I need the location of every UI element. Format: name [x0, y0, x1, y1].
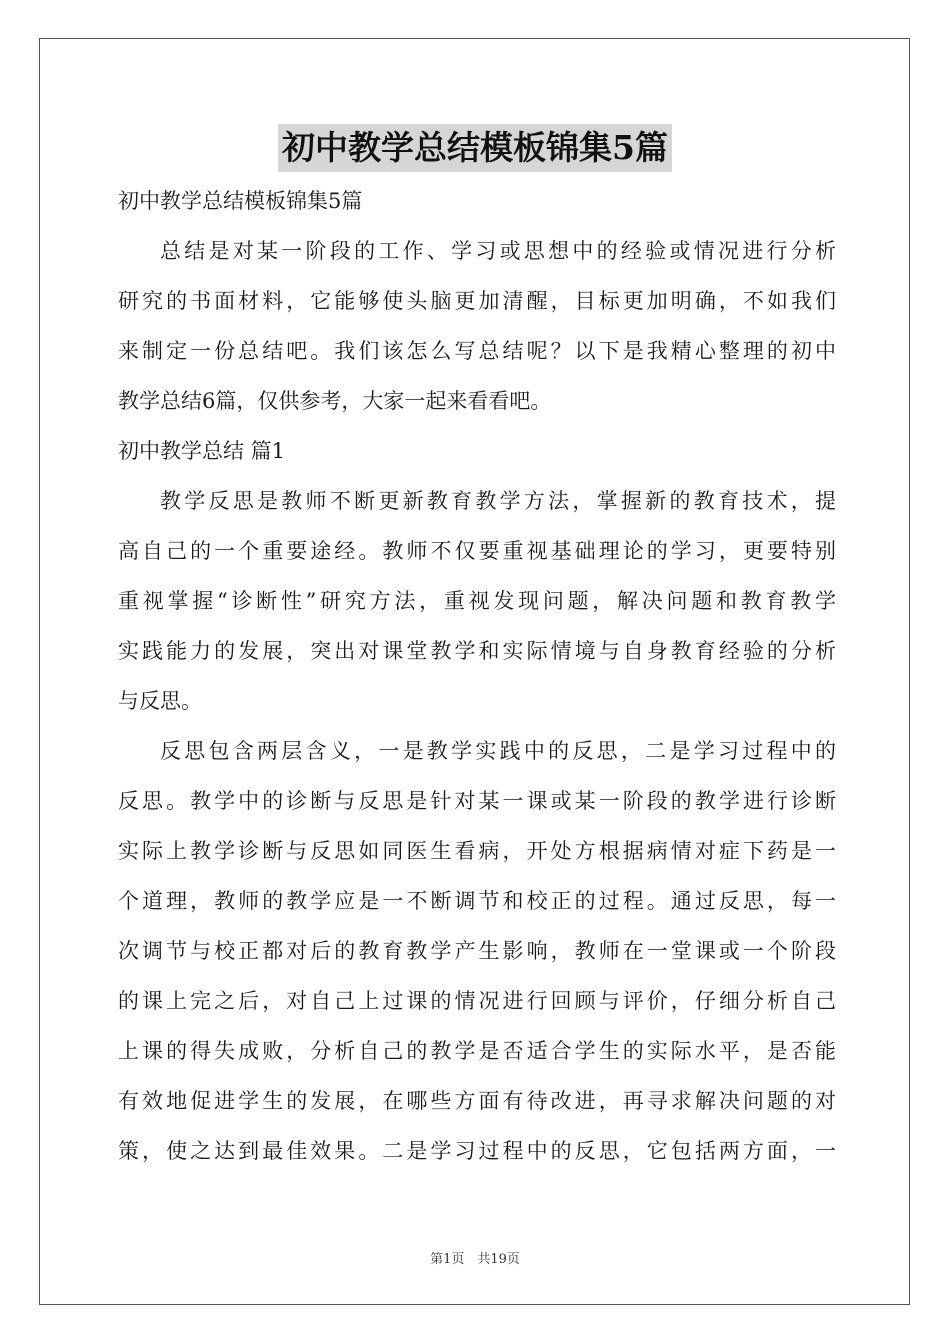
intro-line: 来制定一份总结吧。我们该怎么写总结呢？以下是我精心整理的初中	[118, 339, 836, 363]
paragraph2-line: 个道理，教师的教学应是一不断调节和校正的过程。通过反思，每一	[118, 889, 836, 913]
paragraph2-line: 有效地促进学生的发展，在哪些方面有待改进，再寻求解决问题的对	[118, 1089, 836, 1113]
intro-line: 研究的书面材料，它能够使头脑更加清醒，目标更加明确，不如我们	[118, 289, 836, 313]
paragraph2-line: 策，使之达到最佳效果。二是学习过程中的反思，它包括两方面，一	[118, 1139, 836, 1163]
paragraph1-line: 教学反思是教师不断更新教育教学方法，掌握新的教育技术，提	[160, 489, 836, 513]
paragraph2-line: 反思包含两层含义，一是教学实践中的反思，二是学习过程中的	[160, 739, 836, 763]
section-heading: 初中教学总结 篇1	[118, 439, 286, 463]
document-body	[118, 176, 836, 1176]
paragraph2-line: 次调节与校正都对后的教育教学产生影响，教师在一堂课或一个阶段	[118, 939, 836, 963]
paragraph2-line: 上课的得失成败，分析自己的教学是否适合学生的实际水平，是否能	[118, 1039, 836, 1063]
paragraph2-line: 实际上教学诊断与反思如同医生看病，开处方根据病情对症下药是一	[118, 839, 836, 863]
paragraph2-line: 反思。教学中的诊断与反思是针对某一课或某一阶段的教学进行诊断	[118, 789, 836, 813]
title-container	[0, 124, 950, 172]
paragraph1-line: 高自己的一个重要途经。教师不仅要重视基础理论的学习，更要特别	[118, 539, 836, 563]
intro-line: 总结是对某一阶段的工作、学习或思想中的经验或情况进行分析	[160, 239, 836, 263]
page-footer: 第1页 共19页	[430, 1252, 520, 1267]
document-title: 初中教学总结模板锦集5篇	[278, 124, 672, 172]
paragraph2-line: 的课上完之后，对自己上过课的情况进行回顾与评价，仔细分析自己	[118, 989, 836, 1013]
paragraph1-line: 与反思。	[118, 689, 202, 713]
paragraph1-line: 实践能力的发展，突出对课堂教学和实际情境与自身教育经验的分析	[118, 639, 836, 663]
paragraph1-line: 重视掌握“诊断性”研究方法，重视发现问题，解决问题和教育教学	[118, 589, 836, 613]
intro-line: 教学总结6篇，仅供参考，大家一起来看看吧。	[118, 389, 552, 413]
document-subtitle: 初中教学总结模板锦集5篇	[118, 189, 363, 213]
